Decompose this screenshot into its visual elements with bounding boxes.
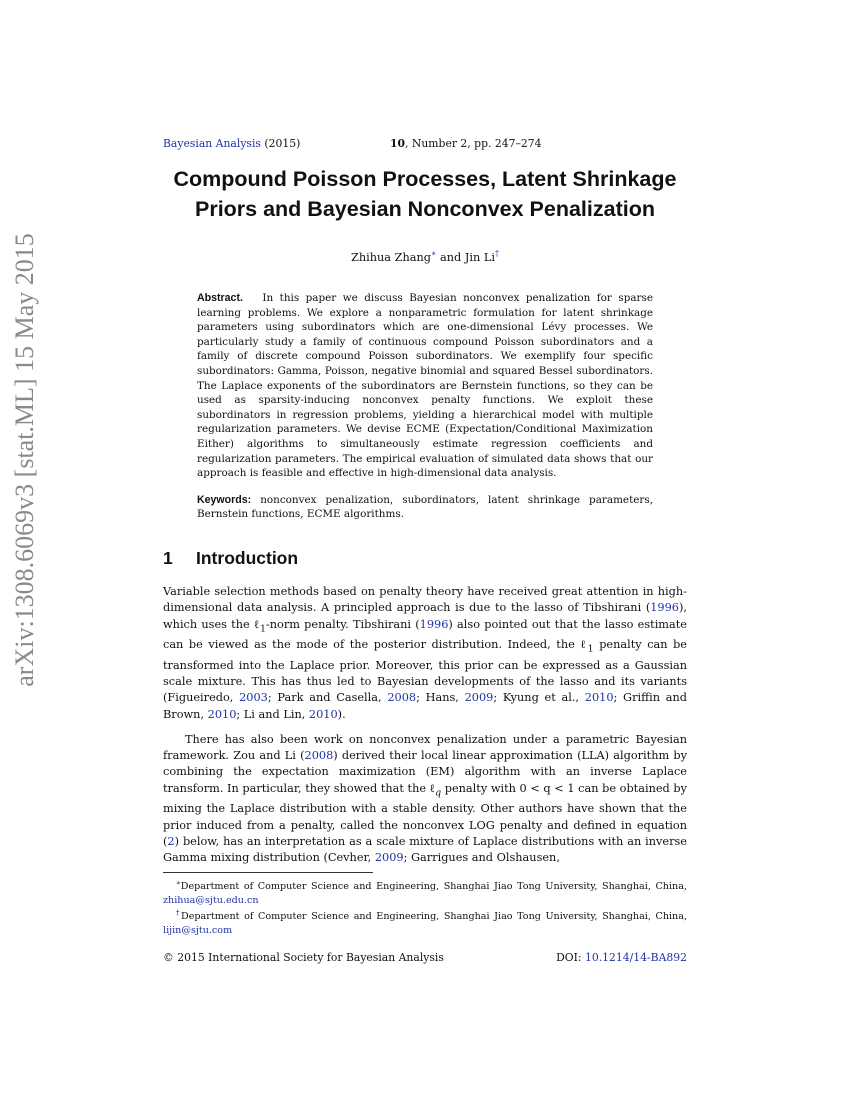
section-title: Introduction — [196, 548, 299, 568]
text-run: ). — [337, 707, 346, 721]
volume-info — [390, 137, 541, 150]
text-run: ; Li and Lin, — [236, 707, 309, 721]
citation-link[interactable]: 1996 — [419, 617, 449, 631]
footnotes — [163, 877, 687, 937]
subscript: q — [435, 787, 442, 799]
text-run: ; Garrigues and Olshausen, — [403, 851, 560, 865]
text-run: penalty with 0 < q < 1 can be obtained by mixing the Laplace distribution with a stable density. Other authors have shown that the prior induced from a penalty, called the nonconvex LOG penalty and defined in equation ( — [163, 781, 687, 848]
citation-link[interactable]: 1996 — [650, 601, 679, 615]
footnote-1-mark: ∗ — [176, 879, 181, 887]
text-run: ), which uses the ℓ — [163, 601, 687, 631]
footnote-2-text: Department of Computer Science and Engineering, Shanghai Jiao Tong University, Shanghai, China, — [181, 911, 688, 923]
citation-link[interactable]: 2009 — [374, 851, 404, 865]
citation-link[interactable]: 2008 — [304, 749, 334, 763]
doi-info — [556, 951, 687, 964]
subscript: 1 — [587, 643, 594, 655]
footnote-2 — [163, 907, 687, 937]
abstract — [197, 291, 653, 481]
equation-reference-link[interactable]: 2 — [167, 834, 175, 848]
text-run: There has also been work on nonconvex penalization under a parametric Bayesian framework. Zou and Li ( — [163, 732, 687, 763]
section-heading-introduction — [163, 548, 687, 569]
text-run: ; Hans, — [416, 691, 465, 705]
text-run: Variable selection methods based on penalty theory have received great attention in high-dimensional data analysis. A principled approach is due to the lasso of Tibshirani ( — [163, 585, 687, 615]
keywords — [197, 493, 653, 522]
text-run: ) also pointed out that the lasso estimate can be viewed as the mode of the posterior distribution. Indeed, the ℓ — [163, 617, 687, 652]
keywords-text: nonconvex penalization, subordinators, latent shrinkage parameters, Bernstein functions, ECME algorithms. — [197, 493, 653, 521]
abstract-text: In this paper we discuss Bayesian nonconvex penalization for sparse learning problems. We explore a nonparametric formulation for latent shrinkage parameters using subordinators which are one-dimensional Lévy processes. We particularly study a family of continuous compound Poisson subordinators and a family of discrete compound Poisson subordinators. We exemplify four specific subordinators: Gamma, Poisson, negative binomial and squared Bessel subordinators. The Laplace exponents of the subordinators are Bernstein functions, so they can be used as sparsity-inducing nonconvex penalty functions. We exploit these subordinators in regression problems, yielding a hierarchical model with multiple regularization parameters. We devise ECME (Expectation/Conditional Maximization Either) algorithms to simultaneously estimate regression coefficients and regularization parameters. The empirical evaluation of simulated data shows that our approach is feasible and effective in high-dimensional data analysis. — [197, 292, 653, 480]
keywords-label: Keywords: — [197, 493, 252, 506]
journal-info — [163, 137, 300, 150]
citation-link[interactable]: 2010 — [308, 707, 338, 721]
section-number: 1 — [163, 548, 173, 568]
paragraph-2 — [163, 732, 687, 867]
text-run: ; Kyung et al., — [493, 691, 585, 705]
footnote-2-mark: † — [176, 909, 182, 918]
author-1: Zhihua Zhang — [351, 251, 431, 264]
arxiv-identifier-stamp — [2, 233, 48, 687]
introduction-body — [163, 584, 687, 867]
email-link-author-2[interactable]: lijin@sjtu.com — [163, 924, 233, 936]
abstract-label: Abstract. — [197, 292, 243, 304]
citation-link[interactable]: 2010 — [584, 691, 614, 705]
arxiv-stamp-text: arXiv:1308.6069v3 [stat.ML] 15 May 2015 — [10, 233, 39, 687]
author-2: Jin Li — [464, 251, 495, 264]
text-run: -norm penalty. Tibshirani ( — [265, 617, 420, 631]
text-run: ; Griffin and Brown, — [163, 691, 687, 721]
citation-link[interactable]: 2009 — [464, 691, 494, 705]
paragraph-1 — [163, 584, 687, 723]
copyright-notice: © 2015 International Society for Bayesian Analysis — [163, 951, 444, 964]
journal-year: (2015) — [264, 137, 301, 150]
text-run: ) below, has an interpretation as a scale mixture of Laplace distributions with an inverse Gamma mixing distribution (Cevher, — [163, 834, 687, 865]
journal-link[interactable]: Bayesian Analysis — [163, 137, 261, 150]
title-line-2: Priors and Bayesian Nonconvex Penalization — [194, 197, 655, 221]
paper-title — [163, 164, 687, 224]
citation-link[interactable]: 2008 — [387, 691, 417, 705]
text-run: ) derived their local linear approximation (LLA) algorithm by combining the expectation maximization (EM) algorithm with an inverse Laplace transform. In particular, they showed that the ℓ — [163, 749, 687, 795]
title-line-1: Compound Poisson Processes, Latent Shrinkage — [173, 167, 677, 191]
doi-label: DOI: — [556, 951, 585, 964]
abstract-block — [197, 291, 653, 522]
author-1-footnote-mark[interactable]: ∗ — [430, 249, 437, 258]
citation-link[interactable]: 2003 — [239, 691, 268, 705]
author-2-footnote-mark[interactable]: † — [494, 249, 499, 258]
footnote-1 — [163, 877, 687, 907]
email-link-author-1[interactable]: zhihua@sjtu.edu.cn — [163, 894, 259, 906]
doi-link[interactable]: 10.1214/14-BA892 — [584, 951, 687, 964]
author-conjunction: and — [436, 251, 465, 264]
authors — [163, 249, 687, 264]
volume-number: 10 — [390, 137, 406, 150]
footnote-divider — [163, 872, 373, 873]
citation-link[interactable]: 2010 — [207, 707, 237, 721]
text-run: ; Park and Casella, — [267, 691, 388, 705]
issue-pages: , Number 2, pp. 247–274 — [405, 137, 542, 150]
text-run: penalty can be transformed into the Laplace prior. Moreover, this prior can be expressed as a Gaussian scale mixture. This has thus led to Bayesian developments of the lasso and its variants (Figueiredo, — [163, 638, 687, 705]
subscript: 1 — [259, 622, 266, 634]
footnote-1-text: Department of Computer Science and Engineering, Shanghai Jiao Tong University, Shanghai, China, — [180, 881, 687, 892]
